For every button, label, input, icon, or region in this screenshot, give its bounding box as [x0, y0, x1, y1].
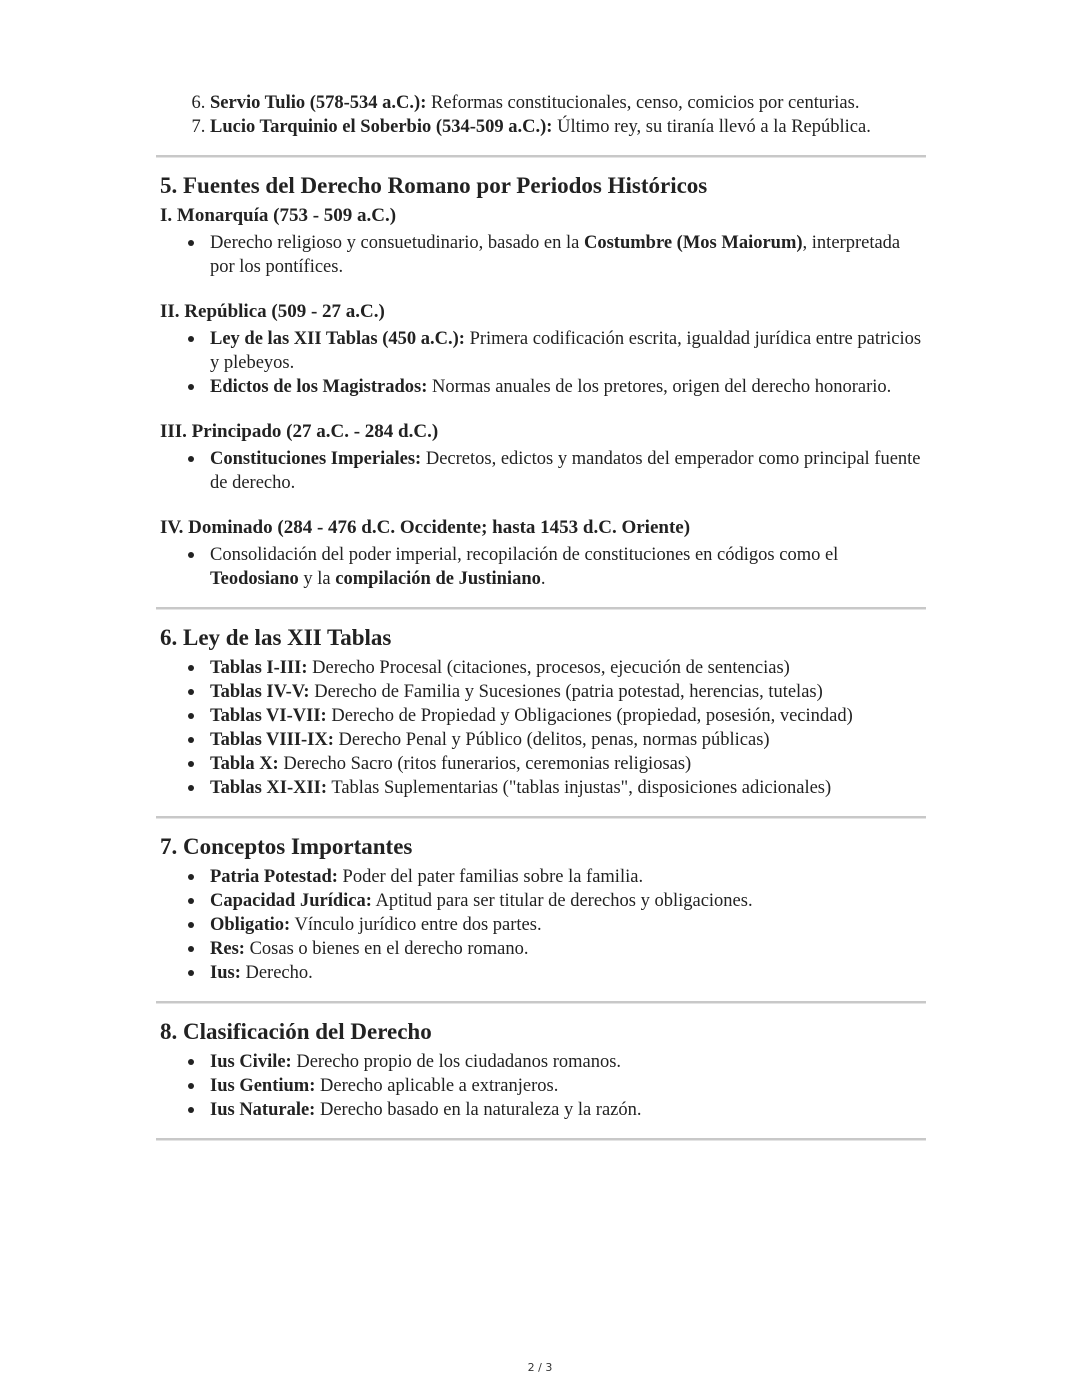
item-text: .	[540, 569, 546, 589]
subsection-heading: I. Monarquía (753 - 509 a.C.)	[160, 205, 397, 226]
bullet-list	[160, 543, 922, 591]
section-heading: 7. Conceptos Importantes	[160, 834, 413, 859]
list-item	[210, 728, 922, 752]
item-term: Tablas IV-V:	[210, 682, 310, 702]
item-text: Derecho Sacro (ritos funerarios, ceremonias religiosas)	[278, 754, 692, 774]
item-text: Derecho Procesal (citaciones, procesos, ejecución de sentencias)	[307, 658, 790, 678]
item-text: Normas anuales de los pretores, origen del derecho honorario.	[427, 377, 892, 397]
subsection-heading: II. República (509 - 27 a.C.)	[160, 301, 385, 322]
list-item	[210, 776, 922, 800]
divider	[156, 155, 926, 158]
bullet-list	[160, 865, 922, 985]
item-text: Derecho aplicable a extranjeros.	[315, 1076, 559, 1096]
section-heading: 8. Clasificación del Derecho	[160, 1019, 432, 1044]
list-item	[210, 937, 922, 961]
item-term: Tablas I-III:	[210, 658, 308, 678]
list-item	[210, 704, 922, 728]
bullet-list	[160, 231, 922, 279]
bullet-list	[160, 1050, 922, 1122]
item-text: Derecho.	[240, 963, 313, 983]
list-item	[210, 889, 922, 913]
item-term: Servio Tulio (578-534 a.C.):	[210, 93, 427, 113]
item-term: Ius:	[210, 963, 241, 983]
item-text: Último rey, su tiranía llevó a la República.	[552, 117, 871, 137]
bullet-list	[160, 447, 922, 495]
item-term: Ius Civile:	[210, 1052, 292, 1072]
subsection-heading: III. Principado (27 a.C. - 284 d.C.)	[160, 421, 439, 442]
item-text: Derecho religioso y consuetudinario, basado en la	[210, 233, 584, 253]
item-term: Costumbre (Mos Maiorum)	[584, 233, 803, 253]
list-item	[210, 375, 922, 399]
list-item	[210, 680, 922, 704]
item-text: Vínculo jurídico entre dos partes.	[290, 915, 542, 935]
item-text: , interpretada por los pontífices.	[210, 233, 901, 277]
item-term: Ley de las XII Tablas (450 a.C.):	[210, 329, 465, 349]
bullet-list	[160, 327, 922, 399]
section-heading: 6. Ley de las XII Tablas	[160, 625, 392, 650]
item-text: Aptitud para ser titular de derechos y obligaciones.	[371, 891, 753, 911]
item-term: compilación de Justiniano	[335, 569, 541, 589]
list-item	[210, 656, 922, 680]
subsection-heading: IV. Dominado (284 - 476 d.C. Occidente; hasta 1453 d.C. Oriente)	[160, 517, 691, 538]
item-text: Primera codificación escrita, igualdad jurídica entre patricios y plebeyos.	[210, 329, 922, 373]
item-term: Capacidad Jurídica:	[210, 891, 372, 911]
item-text: Derecho Penal y Público (delitos, penas, normas públicas)	[333, 730, 770, 750]
item-text: Derecho de Familia y Sucesiones (patria potestad, herencias, tutelas)	[309, 682, 823, 702]
list-item	[210, 91, 922, 115]
item-term: Ius Gentium:	[210, 1076, 316, 1096]
list-item	[210, 327, 922, 375]
item-term: Obligatio:	[210, 915, 291, 935]
list-item	[210, 115, 922, 139]
kings-list	[160, 91, 922, 139]
list-item	[210, 1074, 922, 1098]
divider	[156, 607, 926, 610]
item-term: Tablas XI-XII:	[210, 778, 328, 798]
list-item	[210, 1050, 922, 1074]
list-item	[210, 913, 922, 937]
item-term: Tablas VIII-IX:	[210, 730, 334, 750]
item-text: Consolidación del poder imperial, recopilación de constituciones en códigos como el	[210, 545, 839, 565]
item-term: Res:	[210, 939, 245, 959]
list-item	[210, 752, 922, 776]
list-item	[210, 543, 922, 591]
bullet-list	[160, 656, 922, 800]
page-number: 2 / 3	[527, 1361, 553, 1374]
item-text: Poder del pater familias sobre la familia.	[337, 867, 644, 887]
item-text: Decretos, edictos y mandatos del emperador como principal fuente de derecho.	[210, 449, 921, 493]
document-page	[160, 91, 922, 1154]
item-term: Tabla X:	[210, 754, 279, 774]
item-text: Derecho de Propiedad y Obligaciones (propiedad, posesión, vecindad)	[326, 706, 853, 726]
list-item	[210, 1098, 922, 1122]
item-term: Teodosiano	[210, 569, 299, 589]
item-term: Edictos de los Magistrados:	[210, 377, 428, 397]
list-item	[210, 447, 922, 495]
section-heading: 5. Fuentes del Derecho Romano por Periodos Históricos	[160, 173, 708, 198]
item-text: Derecho basado en la naturaleza y la razón.	[315, 1100, 642, 1120]
item-text: Derecho propio de los ciudadanos romanos.	[291, 1052, 622, 1072]
item-text: Cosas o bienes en el derecho romano.	[244, 939, 529, 959]
item-text: y la	[298, 569, 336, 589]
divider	[156, 1001, 926, 1004]
list-item	[210, 865, 922, 889]
item-text: Tablas Suplementarias ("tablas injustas", disposiciones adicionales)	[327, 778, 832, 798]
divider	[156, 816, 926, 819]
item-term: Constituciones Imperiales:	[210, 449, 422, 469]
list-item	[210, 231, 922, 279]
item-term: Patria Potestad:	[210, 867, 338, 887]
item-term: Ius Naturale:	[210, 1100, 316, 1120]
divider	[156, 1138, 926, 1141]
list-item	[210, 961, 922, 985]
item-text: Reformas constitucionales, censo, comicios por centurias.	[426, 93, 860, 113]
item-term: Tablas VI-VII:	[210, 706, 327, 726]
item-term: Lucio Tarquinio el Soberbio (534-509 a.C.):	[210, 117, 553, 137]
